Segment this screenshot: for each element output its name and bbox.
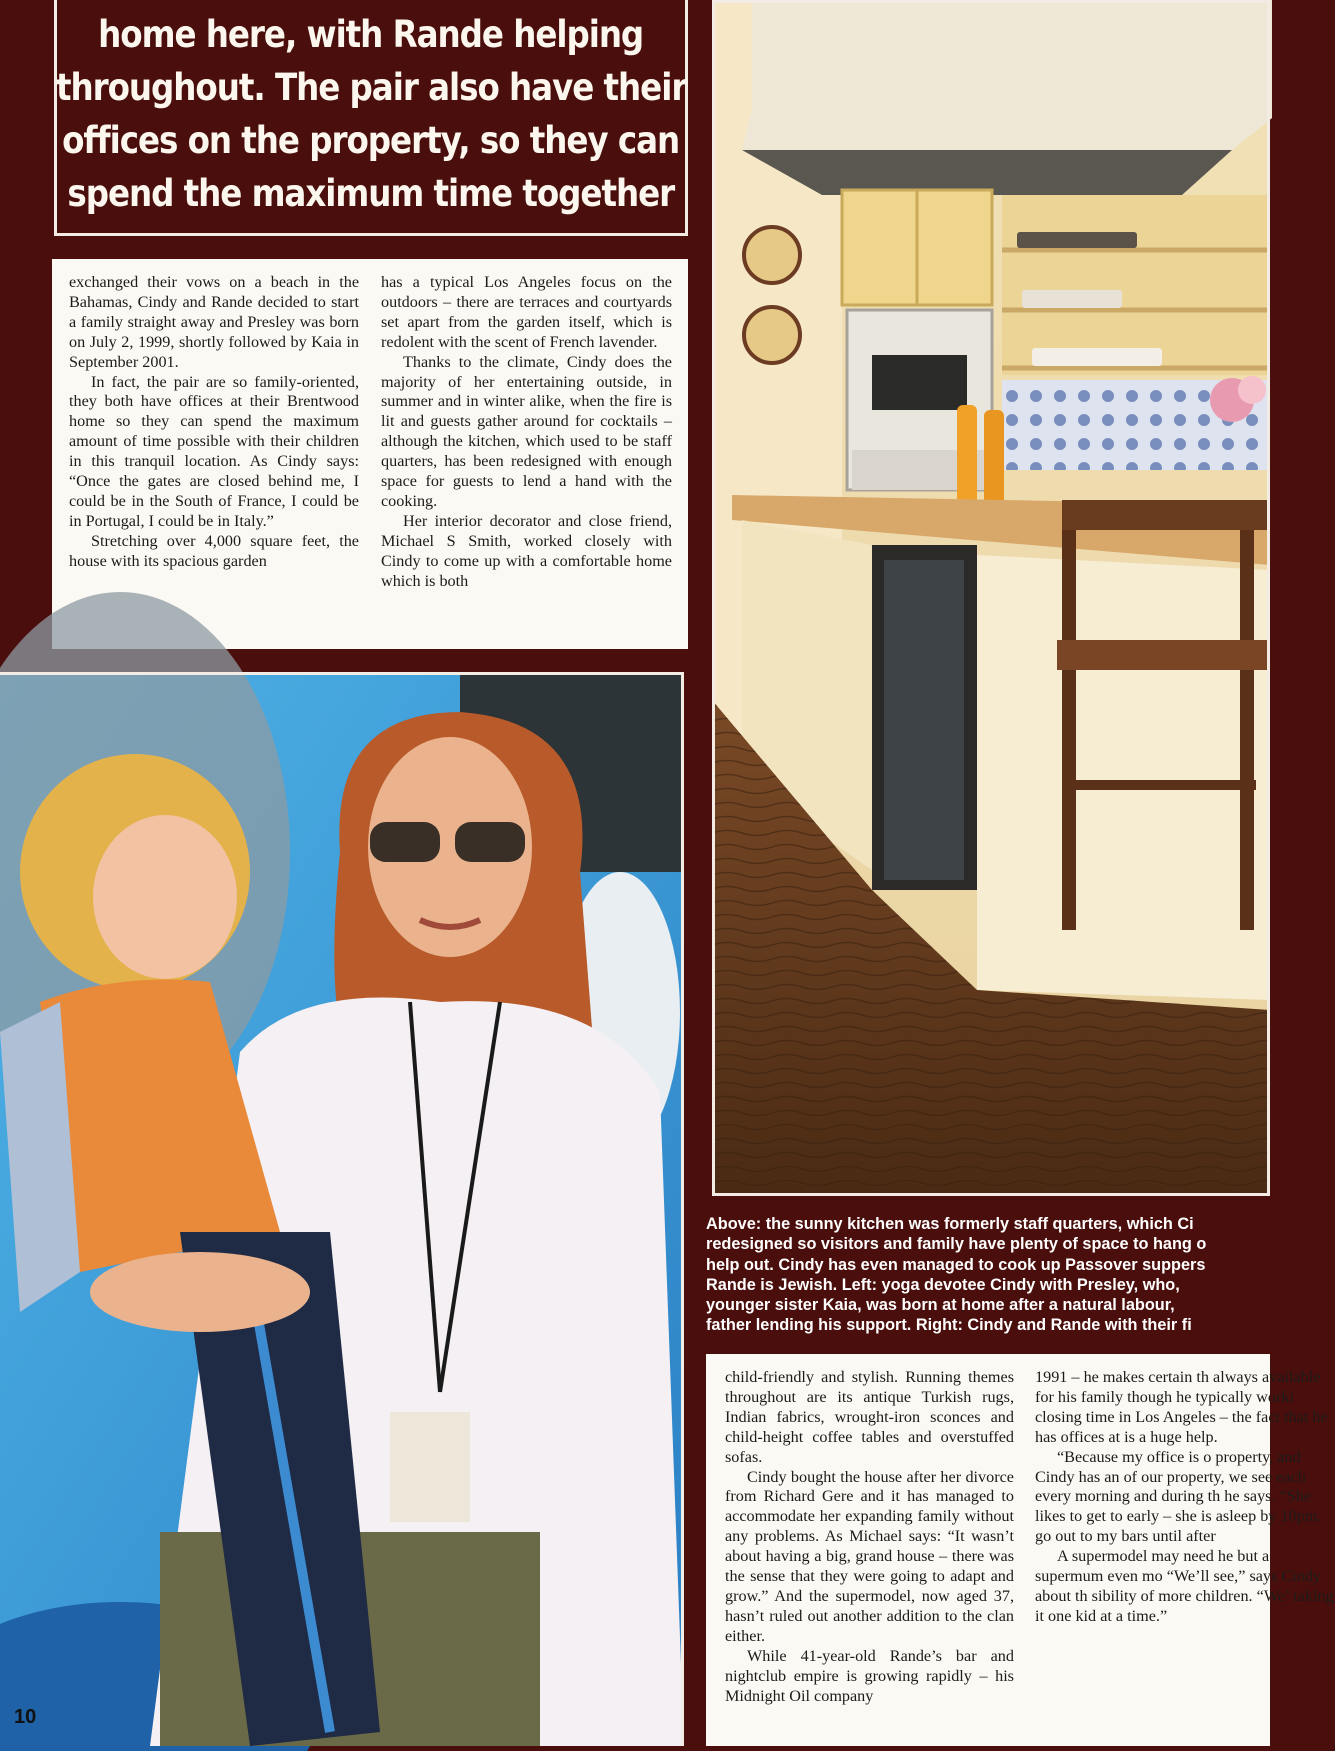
paragraph: has a typical Los Angeles focus on the outdoors – there are terraces and courtyards set apart from the garden itself, which is redolent with the scent of French lavender. [381,273,672,351]
pull-quote-line: throughout. The pair also have their [55,65,687,109]
page-number: 10 [14,1706,37,1728]
caption-line: Rande is Jewish. Left: yoga devotee Cindy with Presley, who, [706,1275,1180,1294]
paragraph: 1991 – he makes certain th always available for his family though he typically worki closing time in Los Angeles – the fact that he has offices at is a huge help. [1035,1368,1328,1446]
pull-quote-line: spend the maximum time together [67,171,675,215]
pull-quote [54,0,688,236]
caption-line: Above: the sunny kitchen was formerly staff quarters, which Ci [706,1215,1194,1233]
caption-line: redesigned so visitors and family have plenty of space to hang o [706,1235,1207,1254]
pull-quote-line: home here, with Rande helping [98,12,644,56]
article-column [69,273,359,572]
paragraph: In fact, the pair are so family-oriented, they both have offices at their Brentwood home so they can spend the maximum amount of time possible with their children in this tranquil location. As Cindy says: “Once the gates are closed behind me, I could be in the South of France, I could be in Portugal, I could be in Italy.” [69,372,359,530]
paragraph: A supermodel may need he but a supermum even mo “We’ll see,” says Cindy about th sibility of more children. “We’ taking it one kid at a time.” [1035,1547,1334,1625]
article-column [1035,1368,1335,1627]
paragraph: “Because my office is o property, and Cindy has an of our property, we see each every morning and during th he says. “She likes to get to early – she is asleep by 10pm. go out to my bars until after [1035,1447,1322,1546]
paragraph: exchanged their vows on a beach in the Bahamas, Cindy and Rande decided to start a family straight away and Presley was born on July 2, 1999, shortly followed by Kaia in September 2001. [69,273,359,371]
caption-line: help out. Cindy has even managed to cook up Passover suppers [706,1255,1206,1274]
paragraph: Her interior decorator and close friend, Michael S Smith, worked closely with Cindy to come up with a comfortable home which is both [381,511,672,590]
article-text-bottom [706,1354,1334,1746]
paragraph: While 41-year-old Rande’s bar and nightclub empire is growing rapidly – his Midnight Oil company [725,1646,1014,1705]
paragraph: Cindy bought the house after her divorce from Richard Gere and it has managed to accommodate her expanding family without any problems. As Michael says: “It wasn’t about having a big, grand house – there was the sense that they were going to adapt and grow.” And the supermodel, now aged 37, hasn’t ruled out another addition to the clan either. [725,1467,1014,1645]
paragraph: child-friendly and stylish. Running themes throughout are its antique Turkish rugs, Indian fabrics, wrought-iron sconces and child-height coffee tables and overstuffed sofas. [725,1368,1014,1466]
article-column [725,1368,1014,1706]
pull-quote-line: offices on the property, so they can [62,118,680,162]
paragraph: Stretching over 4,000 square feet, the house with its spacious garden [69,531,359,570]
cindy-presley-illustration [0,672,684,1746]
kitchen-photo-illustration [712,0,1270,1196]
caption-line: younger sister Kaia, was born at home after a natural labour, [706,1296,1175,1315]
article-text-top [52,259,688,649]
kitchen-photo [712,0,1270,1196]
caption-line: father lending his support. Right: Cindy and Rande with their fi [706,1316,1192,1335]
photo-caption [706,1214,1276,1336]
cindy-presley-photo [0,672,684,1746]
paragraph: Thanks to the climate, Cindy does the majority of her entertaining outside, in summer and in winter alike, when the fire is lit and guests gather around for cocktails – although the kitchen, which used to be staff quarters, has been redesigned with enough space for guests to lend a hand with the cooking. [381,352,672,510]
article-column [381,273,672,592]
